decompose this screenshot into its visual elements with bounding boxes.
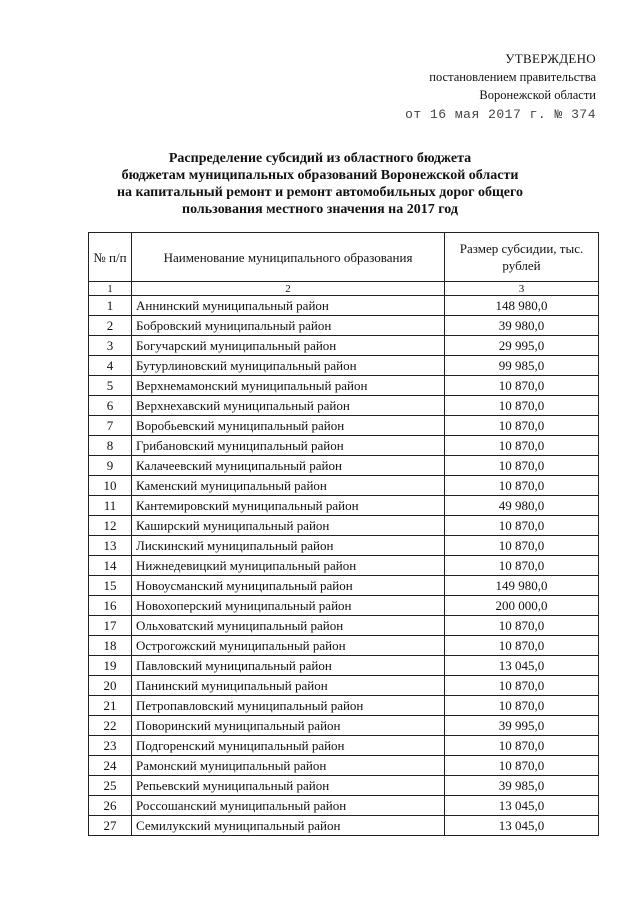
- row-number: 14: [89, 556, 132, 576]
- row-municipality-name: Богучарский муниципальный район: [132, 336, 445, 356]
- column-index-row: [89, 282, 599, 296]
- table-row: [89, 416, 599, 436]
- table-row: [89, 756, 599, 776]
- row-municipality-name: Россошанский муниципальный район: [132, 796, 445, 816]
- table-row: [89, 796, 599, 816]
- row-subsidy-amount: 99 985,0: [445, 356, 599, 376]
- table-row: [89, 436, 599, 456]
- row-subsidy-amount: 13 045,0: [445, 656, 599, 676]
- table-row: [89, 716, 599, 736]
- row-municipality-name: Бобровский муниципальный район: [132, 316, 445, 336]
- table-body: [89, 296, 599, 836]
- table-row: [89, 616, 599, 636]
- row-subsidy-amount: 200 000,0: [445, 596, 599, 616]
- header-amount: Размер субсидии, тыс. рублей: [445, 233, 599, 282]
- table-row: [89, 376, 599, 396]
- table-row: [89, 676, 599, 696]
- row-number: 2: [89, 316, 132, 336]
- row-number: 8: [89, 436, 132, 456]
- table-row: [89, 656, 599, 676]
- row-municipality-name: Ольховатский муниципальный район: [132, 616, 445, 636]
- row-number: 20: [89, 676, 132, 696]
- table-row: [89, 636, 599, 656]
- row-municipality-name: Верхнехавский муниципальный район: [132, 396, 445, 416]
- row-municipality-name: Калачеевский муниципальный район: [132, 456, 445, 476]
- table-row: [89, 476, 599, 496]
- row-municipality-name: Каменский муниципальный район: [132, 476, 445, 496]
- row-number: 3: [89, 336, 132, 356]
- row-number: 13: [89, 536, 132, 556]
- table-row: [89, 336, 599, 356]
- row-number: 25: [89, 776, 132, 796]
- row-municipality-name: Аннинский муниципальный район: [132, 296, 445, 316]
- row-municipality-name: Поворинский муниципальный район: [132, 716, 445, 736]
- row-subsidy-amount: 10 870,0: [445, 376, 599, 396]
- row-municipality-name: Новохоперский муниципальный район: [132, 596, 445, 616]
- row-subsidy-amount: 148 980,0: [445, 296, 599, 316]
- table-row: [89, 736, 599, 756]
- table-row: [89, 456, 599, 476]
- row-number: 17: [89, 616, 132, 636]
- table-row: [89, 296, 599, 316]
- row-municipality-name: Грибановский муниципальный район: [132, 436, 445, 456]
- row-number: 4: [89, 356, 132, 376]
- row-municipality-name: Верхнемамонский муниципальный район: [132, 376, 445, 396]
- row-number: 9: [89, 456, 132, 476]
- row-number: 23: [89, 736, 132, 756]
- row-municipality-name: Семилукский муниципальный район: [132, 816, 445, 836]
- approval-heading: УТВЕРЖДЕНО: [505, 51, 596, 66]
- title-line-3: на капитальный ремонт и ремонт автомобильных дорог общего: [116, 185, 524, 200]
- table-row: [89, 316, 599, 336]
- row-municipality-name: Кантемировский муниципальный район: [132, 496, 445, 516]
- row-number: 15: [89, 576, 132, 596]
- row-subsidy-amount: 10 870,0: [445, 516, 599, 536]
- approval-block: [336, 50, 596, 124]
- row-number: 24: [89, 756, 132, 776]
- document-title: [80, 150, 560, 218]
- row-municipality-name: Петропавловский муниципальный район: [132, 696, 445, 716]
- row-subsidy-amount: 13 045,0: [445, 816, 599, 836]
- row-subsidy-amount: 10 870,0: [445, 396, 599, 416]
- table-header-row: [89, 233, 599, 282]
- table-row: [89, 576, 599, 596]
- title-line-4: пользования местного значения на 2017 год: [182, 202, 458, 217]
- row-subsidy-amount: 29 995,0: [445, 336, 599, 356]
- row-subsidy-amount: 10 870,0: [445, 436, 599, 456]
- row-municipality-name: Панинский муниципальный район: [132, 676, 445, 696]
- column-index-3: 3: [445, 282, 599, 296]
- row-subsidy-amount: 149 980,0: [445, 576, 599, 596]
- row-municipality-name: Подгоренский муниципальный район: [132, 736, 445, 756]
- approval-date-stamp: от 16 мая 2017 г. № 374: [405, 107, 596, 122]
- row-subsidy-amount: 10 870,0: [445, 456, 599, 476]
- row-municipality-name: Павловский муниципальный район: [132, 656, 445, 676]
- row-municipality-name: Репьевский муниципальный район: [132, 776, 445, 796]
- table-row: [89, 596, 599, 616]
- row-subsidy-amount: 10 870,0: [445, 756, 599, 776]
- row-subsidy-amount: 39 985,0: [445, 776, 599, 796]
- row-municipality-name: Новоусманский муниципальный район: [132, 576, 445, 596]
- row-number: 6: [89, 396, 132, 416]
- title-line-1: Распределение субсидий из областного бюджета: [168, 151, 472, 166]
- table-row: [89, 536, 599, 556]
- row-number: 22: [89, 716, 132, 736]
- column-index-2: 2: [132, 282, 445, 296]
- row-subsidy-amount: 10 870,0: [445, 416, 599, 436]
- row-number: 12: [89, 516, 132, 536]
- row-subsidy-amount: 10 870,0: [445, 556, 599, 576]
- header-number: № п/п: [89, 233, 132, 282]
- table-row: [89, 516, 599, 536]
- row-municipality-name: Нижнедевицкий муниципальный район: [132, 556, 445, 576]
- row-subsidy-amount: 10 870,0: [445, 676, 599, 696]
- table-row: [89, 496, 599, 516]
- row-subsidy-amount: 13 045,0: [445, 796, 599, 816]
- row-municipality-name: Острогожский муниципальный район: [132, 636, 445, 656]
- row-subsidy-amount: 10 870,0: [445, 696, 599, 716]
- header-name: Наименование муниципального образования: [132, 233, 445, 282]
- row-number: 16: [89, 596, 132, 616]
- column-index-1: 1: [89, 282, 132, 296]
- row-number: 5: [89, 376, 132, 396]
- row-municipality-name: Бутурлиновский муниципальный район: [132, 356, 445, 376]
- row-subsidy-amount: 10 870,0: [445, 636, 599, 656]
- approval-line-1: постановлением правительства: [429, 70, 596, 84]
- row-municipality-name: Воробьевский муниципальный район: [132, 416, 445, 436]
- row-subsidy-amount: 10 870,0: [445, 476, 599, 496]
- table-row: [89, 816, 599, 836]
- table-row: [89, 396, 599, 416]
- approval-line-2: Воронежской области: [479, 88, 596, 102]
- row-number: 10: [89, 476, 132, 496]
- title-line-2: бюджетам муниципальных образований Воронежской области: [121, 168, 519, 183]
- row-number: 19: [89, 656, 132, 676]
- row-subsidy-amount: 39 980,0: [445, 316, 599, 336]
- table-row: [89, 696, 599, 716]
- row-number: 11: [89, 496, 132, 516]
- subsidy-table: [88, 232, 599, 836]
- row-number: 27: [89, 816, 132, 836]
- row-number: 18: [89, 636, 132, 656]
- table-row: [89, 556, 599, 576]
- row-municipality-name: Рамонский муниципальный район: [132, 756, 445, 776]
- row-subsidy-amount: 10 870,0: [445, 736, 599, 756]
- row-number: 26: [89, 796, 132, 816]
- table-row: [89, 356, 599, 376]
- row-municipality-name: Каширский муниципальный район: [132, 516, 445, 536]
- row-number: 21: [89, 696, 132, 716]
- row-subsidy-amount: 10 870,0: [445, 616, 599, 636]
- row-number: 7: [89, 416, 132, 436]
- row-subsidy-amount: 39 995,0: [445, 716, 599, 736]
- row-subsidy-amount: 10 870,0: [445, 536, 599, 556]
- row-subsidy-amount: 49 980,0: [445, 496, 599, 516]
- row-municipality-name: Лискинский муниципальный район: [132, 536, 445, 556]
- row-number: 1: [89, 296, 132, 316]
- table-row: [89, 776, 599, 796]
